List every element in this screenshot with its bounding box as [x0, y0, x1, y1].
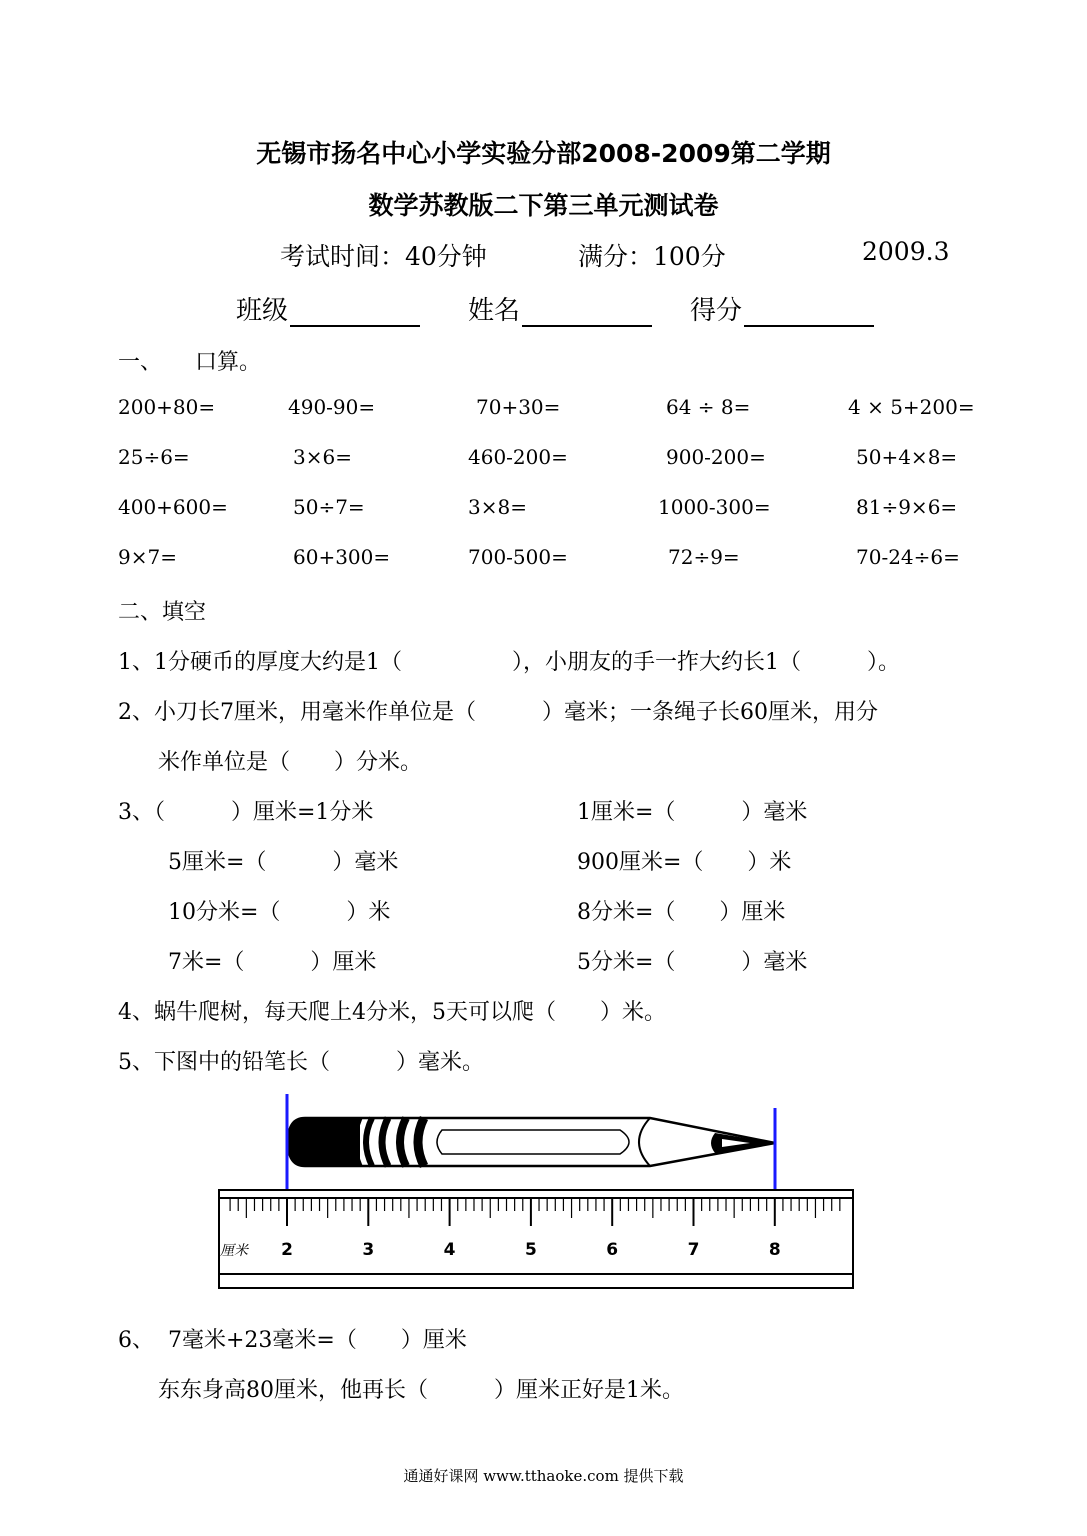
question-3-item: 900厘米=（ ）米	[577, 850, 792, 875]
calc-item: 72÷9=	[668, 545, 740, 569]
question-2-line2: 米作单位是（ ）分米。	[158, 750, 423, 775]
calc-item: 70+30=	[476, 395, 561, 419]
question-4: 4、蜗牛爬树，每天爬上4分米，5天可以爬（ ）米。	[118, 1000, 666, 1025]
question-3-item: 10分米=（ ）米	[168, 900, 391, 925]
ruler	[219, 1190, 853, 1288]
question-5: 5、下图中的铅笔长（ ）毫米。	[118, 1050, 484, 1075]
section1-number: 一、	[118, 350, 163, 375]
score-label: 得分	[690, 296, 743, 326]
name-blank	[522, 299, 652, 327]
calc-item: 3×6=	[293, 445, 352, 469]
question-3-item: 8分米=（ ）厘米	[577, 900, 786, 925]
calc-item: 1000-300=	[658, 495, 771, 519]
calc-item: 50÷7=	[293, 495, 365, 519]
question-3-item: 7米=（ ）厘米	[168, 950, 377, 975]
question-6-line1: 7毫米+23毫米=（ ）厘米	[168, 1328, 467, 1353]
ruler-number: 7	[687, 1240, 700, 1260]
question-3-item: 5厘米=（ ）毫米	[168, 850, 399, 875]
calc-item: 4 × 5+200=	[848, 395, 975, 419]
question-1: 1、1分硬币的厚度大约是1（ ），小朋友的手一拃大约长1（ ）。	[118, 650, 900, 675]
class-label: 班级	[236, 296, 289, 326]
section2-heading: 二、填空	[118, 600, 207, 625]
calc-item: 60+300=	[293, 545, 391, 569]
pencil-icon	[288, 1118, 775, 1166]
name-label: 姓名	[468, 296, 521, 326]
score-field	[690, 290, 874, 327]
pencil-ruler-figure	[210, 1088, 870, 1298]
calc-item: 70-24÷6=	[856, 545, 960, 569]
ruler-unit-label: 厘米	[220, 1243, 248, 1259]
calc-item: 900-200=	[666, 445, 766, 469]
section1-heading: 口算。	[195, 350, 262, 375]
ruler-number: 3	[362, 1240, 375, 1260]
exam-time: 考试时间：40分钟	[280, 242, 487, 271]
calc-item: 400+600=	[118, 495, 228, 519]
calc-item: 3×8=	[468, 495, 527, 519]
exam-title-line2: 数学苏教版二下第三单元测试卷	[368, 191, 719, 220]
calc-item: 200+80=	[118, 395, 216, 419]
ruler-number: 6	[606, 1240, 619, 1260]
question-2-line1: 2、小刀长7厘米，用毫米作单位是（ ）毫米；一条绳子长60厘米，用分	[118, 700, 878, 725]
calc-item: 490-90=	[288, 395, 376, 419]
class-field	[236, 290, 420, 327]
ruler-number: 8	[768, 1240, 781, 1260]
question-6-number: 6、	[118, 1328, 154, 1353]
class-blank	[290, 299, 420, 327]
calc-item: 50+4×8=	[856, 445, 958, 469]
calc-item: 25÷6=	[118, 445, 190, 469]
calc-item: 460-200=	[468, 445, 568, 469]
score-blank	[744, 299, 874, 327]
calc-item: 700-500=	[468, 545, 568, 569]
ruler-number: 5	[524, 1240, 537, 1260]
question-6-line2: 东东身高80厘米，他再长（ ）厘米正好是1米。	[158, 1378, 684, 1403]
exam-title-line1: 无锡市扬名中心小学实验分部2008-2009第二学期	[256, 139, 831, 168]
calc-item: 81÷9×6=	[856, 495, 958, 519]
full-score: 满分：100分	[578, 242, 726, 271]
footer-source: 通通好课网 www.tthaoke.com 提供下载	[403, 1467, 684, 1485]
exam-date: 2009.3	[862, 237, 950, 266]
question-3-item: 1厘米=（ ）毫米	[577, 800, 808, 825]
calc-item: 9×7=	[118, 545, 177, 569]
ruler-number: 2	[281, 1240, 293, 1260]
calc-item: 64 ÷ 8=	[666, 395, 751, 419]
ruler-number: 4	[443, 1240, 456, 1260]
name-field	[468, 290, 652, 327]
question-3-item: 5分米=（ ）毫米	[577, 950, 808, 975]
question-3-item: 3、（ ）厘米=1分米	[118, 800, 374, 825]
